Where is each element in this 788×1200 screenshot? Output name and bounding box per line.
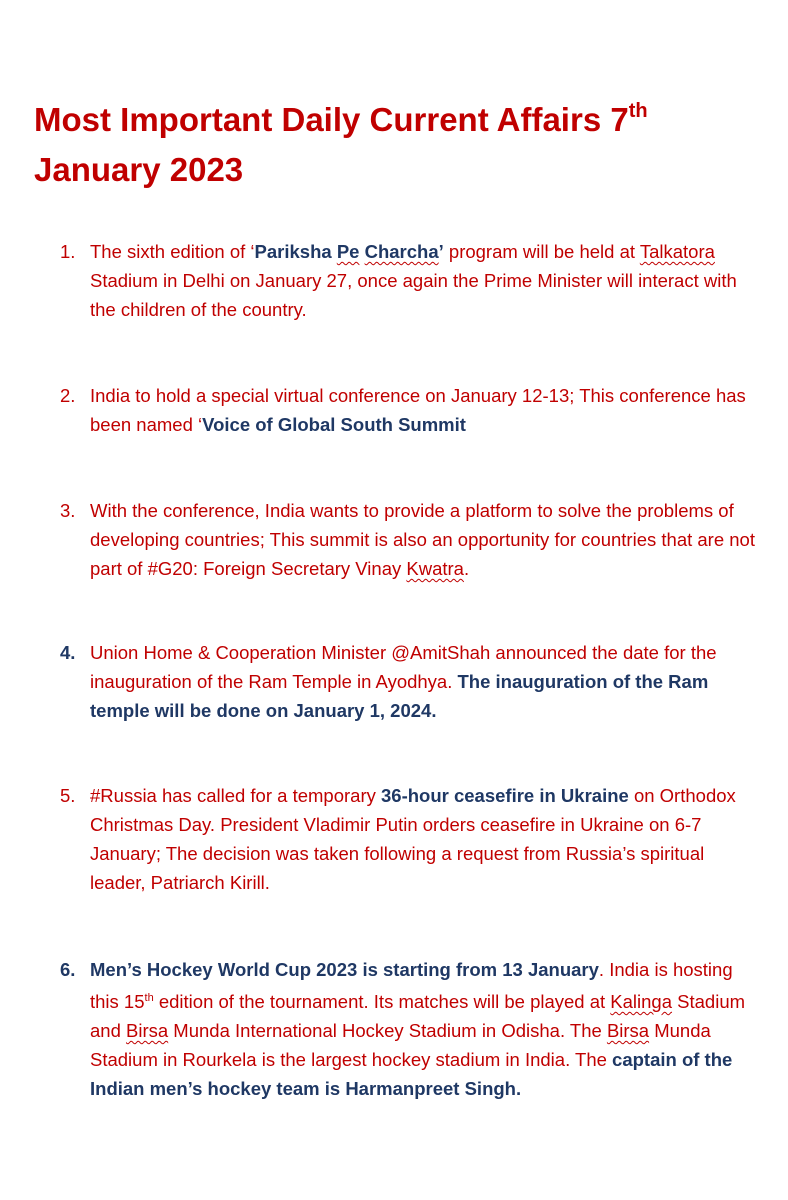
item-number: 4. <box>60 642 76 663</box>
item-number: 2. <box>60 385 76 406</box>
item-text: Men’s Hockey World Cup 2023 is starting from 13 January. India is hosting this 15th edition of the tournament. Its matches will be played at Kalinga Stadium and Birsa Munda International Hockey Stadium in Odisha. The Birsa Munda Stadium in Rourkela is the largest hockey stadium in India. The captain of the Indian men’s hockey team is Harmanpreet Singh. <box>90 959 746 1100</box>
item-text: The sixth edition of ‘Pariksha Pe Charcha’ program will be held at Talkatora Stadium in Delhi on January 27, once again the Prime Minister will interact with the children of the country. <box>90 241 737 320</box>
list-item-6 <box>60 955 760 1103</box>
list-item-3 <box>60 496 760 583</box>
item-number: 1. <box>60 241 76 262</box>
item-text: India to hold a special virtual conference on January 12-13; This conference has been named ‘Voice of Global South Summit <box>90 385 746 435</box>
list-item-4 <box>60 638 760 725</box>
item-number: 5. <box>60 785 76 806</box>
item-text: With the conference, India wants to provide a platform to solve the problems of developing countries; This summit is also an opportunity for countries that are not part of #G20: Foreign Secretary Vinay Kwatra. <box>90 500 755 579</box>
title-main: Most Important Daily Current Affairs 7 <box>34 101 629 138</box>
list-item-5 <box>60 781 760 897</box>
item-number: 3. <box>60 500 76 521</box>
item-text: Union Home & Cooperation Minister @AmitShah announced the date for the inauguration of the Ram Temple in Ayodhya. The inauguration of the Ram temple will be done on January 1, 2024. <box>90 642 717 721</box>
title-superscript: th <box>628 100 648 122</box>
list-item-1 <box>60 237 760 324</box>
list-item-2 <box>60 381 760 439</box>
item-text: #Russia has called for a temporary 36-hour ceasefire in Ukraine on Orthodox Christmas Day. President Vladimir Putin orders ceasefire in Ukraine on 6-7 January; The decision was taken following a request from Russia’s spiritual leader, Patriarch Kirill. <box>90 785 736 893</box>
item-number: 6. <box>60 959 76 980</box>
title-date: January 2023 <box>34 151 244 188</box>
page-title <box>34 88 734 195</box>
